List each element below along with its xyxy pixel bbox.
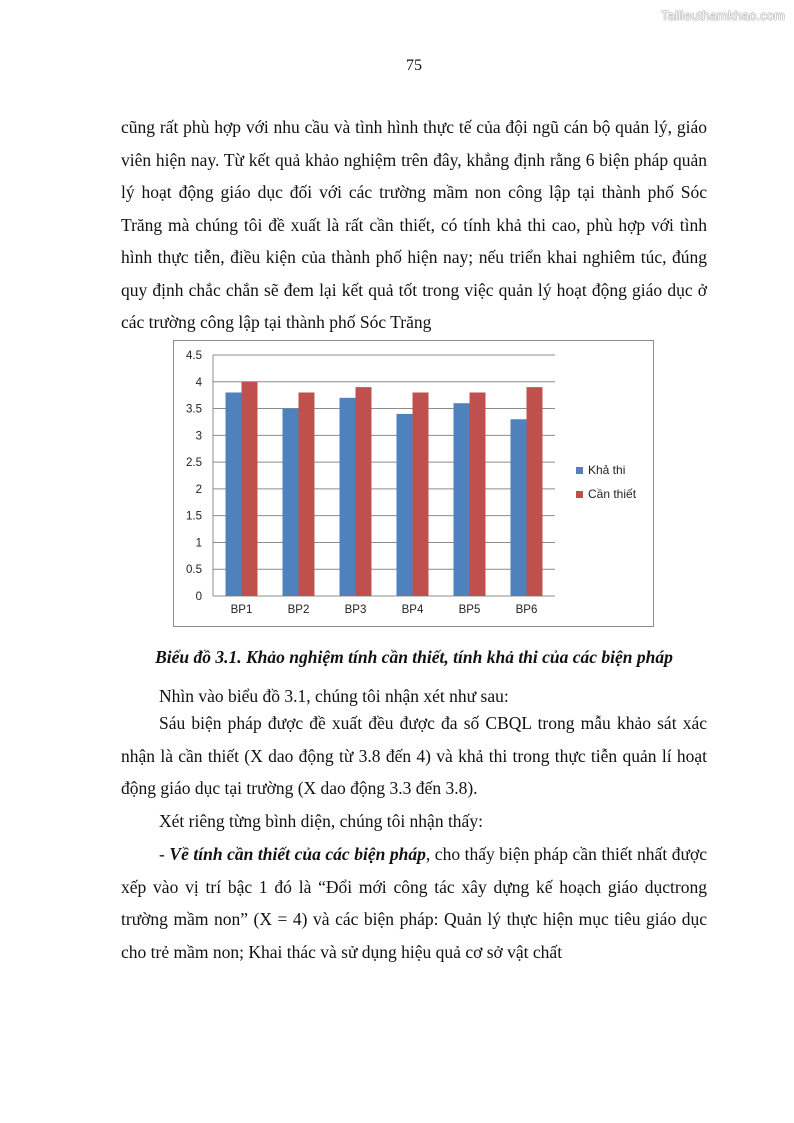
y-tick-label: 2 [195,483,202,496]
necessity-prefix: - [159,844,170,864]
y-tick-label: 0.5 [186,564,202,577]
legend-label: Cần thiết [588,487,637,501]
y-tick-label: 3.5 [186,403,202,416]
x-tick-label: BP6 [515,604,538,616]
bar-bp1-can-thiet [242,382,258,596]
bar-bp3-kha-thi [340,398,356,596]
bar-bp3-can-thiet [356,387,372,596]
y-tick-label: 1.5 [186,510,202,523]
y-tick-label: 0 [195,591,202,603]
bar-bp4-kha-thi [397,414,413,596]
x-tick-label: BP5 [458,604,481,616]
bar-bp6-kha-thi [511,419,527,596]
bar-bp5-can-thiet [470,392,486,596]
y-tick-label: 2.5 [186,457,202,470]
paragraph-look: Nhìn vào biểu đồ 3.1, chúng tôi nhận xét như sau: [159,686,509,706]
paragraph-intro: cũng rất phù hợp với nhu cầu và tình hình thực tế của đội ngũ cán bộ quản lý, giáo viên hiện nay. Từ kết quả khảo nghiệm trên đây, khẳng định rằng 6 biện pháp quản lý hoạt động giáo dục đối với các trường mầm non công lập tại thành phố Sóc Trăng mà chúng tôi đề xuất là rất cần thiết, có tính khả thi cao, phù hợp với tình hình thực tiễn, điều kiện của thành phố hiện nay; nếu triển khai nghiêm túc, đúng quy định chắc chắn sẽ đem lại kết quả tốt trong việc quản lý hoạt động giáo dục ở các trường công lập tại thành phố Sóc Trăng [121,117,707,332]
bar-chart [173,340,654,627]
legend-swatch [576,467,583,474]
paragraph-necessity [121,838,707,968]
bar-bp2-kha-thi [283,409,299,596]
paragraph-consider: Xét riêng từng bình diện, chúng tôi nhận thấy: [159,811,483,831]
y-tick-label: 1 [195,537,202,550]
legend-swatch [576,491,583,498]
figure-caption: Biểu đồ 3.1. Khảo nghiệm tính cần thiết, tính khả thi của các biện pháp [155,647,673,667]
bar-bp4-can-thiet [413,392,429,596]
y-tick-label: 4.5 [186,350,202,362]
watermark: Tailieuthamkhao.com [660,8,785,23]
paragraph-six-measures: Sáu biện pháp được đề xuất đều được đa số CBQL trong mẫu khảo sát xác nhận là cần thiết (X dao động từ 3.8 đến 4) và khả thi trong thực tiễn quản lí hoạt động giáo dục tại trường (X dao động 3.3 đến 3.8). [121,713,707,798]
y-tick-label: 3 [195,430,202,443]
y-tick-label: 4 [195,376,202,389]
x-tick-label: BP1 [230,604,253,616]
page-number: 75 [406,57,422,74]
x-tick-label: BP2 [287,604,310,616]
bar-bp1-kha-thi [226,392,242,596]
bar-bp6-can-thiet [527,387,543,596]
bar-bp2-can-thiet [299,392,315,596]
x-tick-label: BP3 [344,604,367,616]
necessity-heading: Về tính cần thiết của các biện pháp [169,844,426,864]
necessity-text: , cho thấy biện pháp cần thiết nhất được xếp vào vị trí bậc 1 đó là “Đổi mới công tác xây dựng kế hoạch giáo dụctrong trường mầm non” (X = 4) và các biện pháp: Quản lý thực hiện mục tiêu giáo dục cho trẻ mầm non; Khai thác và sử dụng hiệu quả cơ sở vật chất [121,844,707,962]
legend-label: Khả thi [588,463,626,477]
chart-canvas [174,341,653,626]
bar-bp5-kha-thi [454,403,470,596]
x-tick-label: BP4 [401,604,424,616]
